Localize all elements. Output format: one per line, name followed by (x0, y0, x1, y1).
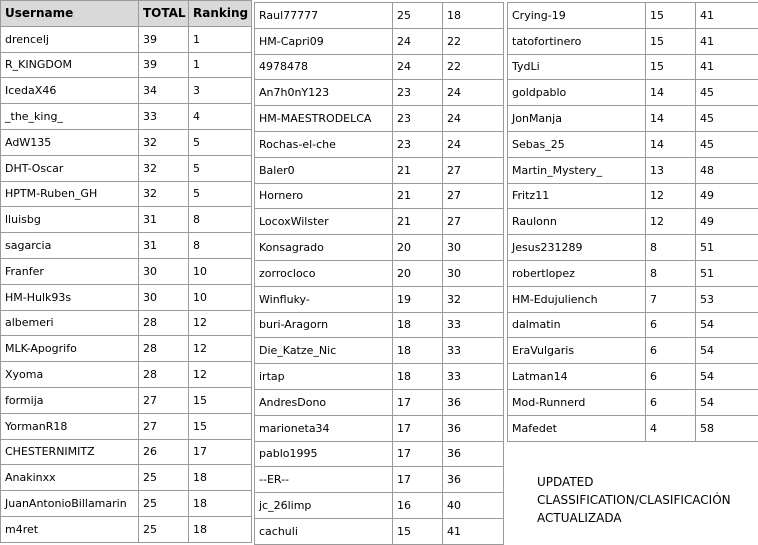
username-cell: MLK-Apogrifo (1, 336, 139, 362)
table-row (255, 28, 504, 54)
ranking-cell: 30 (443, 235, 504, 261)
total-cell: 30 (139, 258, 189, 284)
username-cell: Die_Katze_Nic (255, 338, 393, 364)
ranking-cell: 51 (696, 260, 758, 286)
table-row (255, 415, 504, 441)
ranking-cell: 53 (696, 286, 758, 312)
total-cell: 14 (646, 80, 696, 106)
ranking-cell: 4 (189, 104, 252, 130)
username-cell: Hornero (255, 183, 393, 209)
ranking-cell: 51 (696, 235, 758, 261)
table-row (1, 491, 252, 517)
username-cell: marioneta34 (255, 415, 393, 441)
username-cell: lluisbg (1, 207, 139, 233)
total-cell: 33 (139, 104, 189, 130)
table-row (255, 518, 504, 544)
total-cell: 12 (646, 209, 696, 235)
table-row (255, 80, 504, 106)
total-cell: 34 (139, 78, 189, 104)
ranking-cell: 1 (189, 26, 252, 52)
total-cell: 8 (646, 235, 696, 261)
username-cell: _the_king_ (1, 104, 139, 130)
ranking-cell: 5 (189, 181, 252, 207)
username-cell: AndresDono (255, 389, 393, 415)
total-cell: 24 (393, 28, 443, 54)
table-row (255, 260, 504, 286)
username-cell: Raul77777 (255, 3, 393, 29)
table-row (1, 129, 252, 155)
table-row (1, 155, 252, 181)
table-row (508, 28, 758, 54)
table-row (508, 389, 758, 415)
table-row (508, 157, 758, 183)
total-cell: 27 (139, 387, 189, 413)
ranking-cell: 41 (443, 518, 504, 544)
total-cell: 19 (393, 286, 443, 312)
total-cell: 32 (139, 155, 189, 181)
ranking-cell: 49 (696, 209, 758, 235)
username-cell: zorrocloco (255, 260, 393, 286)
ranking-cell: 10 (189, 258, 252, 284)
username-cell: cachuli (255, 518, 393, 544)
username-cell: irtap (255, 364, 393, 390)
ranking-cell: 54 (696, 389, 758, 415)
header-total: TOTAL (139, 1, 189, 27)
username-cell: Mafedet (508, 415, 646, 441)
ranking-cell: 22 (443, 28, 504, 54)
total-cell: 25 (139, 516, 189, 542)
username-cell: tatofortinero (508, 28, 646, 54)
username-cell: DHT-Oscar (1, 155, 139, 181)
username-cell: formija (1, 387, 139, 413)
table-row (255, 389, 504, 415)
total-cell: 17 (393, 415, 443, 441)
table-row (1, 516, 252, 542)
total-cell: 15 (646, 3, 696, 29)
table-row (255, 286, 504, 312)
total-cell: 7 (646, 286, 696, 312)
username-cell: Xyoma (1, 362, 139, 388)
total-cell: 39 (139, 52, 189, 78)
username-cell: JuanAntonioBillamarin (1, 491, 139, 517)
username-cell: CHESTERNIMITZ (1, 439, 139, 465)
note-line-1: UPDATED (537, 473, 752, 491)
ranking-cell: 45 (696, 131, 758, 157)
total-cell: 6 (646, 389, 696, 415)
table-row (1, 336, 252, 362)
username-cell: --ER-- (255, 467, 393, 493)
ranking-cell: 54 (696, 364, 758, 390)
ranking-cell: 36 (443, 415, 504, 441)
username-cell: albemeri (1, 310, 139, 336)
table-row (1, 26, 252, 52)
username-cell: Winfluky- (255, 286, 393, 312)
username-cell: Konsagrado (255, 235, 393, 261)
ranking-cell: 36 (443, 467, 504, 493)
username-cell: R_KINGDOM (1, 52, 139, 78)
username-cell: HM-Capri09 (255, 28, 393, 54)
username-cell: Baler0 (255, 157, 393, 183)
total-cell: 23 (393, 106, 443, 132)
username-cell: Crying-19 (508, 3, 646, 29)
ranking-cell: 5 (189, 129, 252, 155)
total-cell: 17 (393, 389, 443, 415)
ranking-table-2 (254, 2, 504, 545)
total-cell: 15 (646, 54, 696, 80)
total-cell: 27 (139, 413, 189, 439)
total-cell: 20 (393, 260, 443, 286)
table-row (508, 80, 758, 106)
username-cell: Latman14 (508, 364, 646, 390)
total-cell: 31 (139, 207, 189, 233)
table-row (1, 233, 252, 259)
ranking-cell: 36 (443, 389, 504, 415)
ranking-cell: 18 (189, 465, 252, 491)
table-row (1, 465, 252, 491)
ranking-table-3 (507, 2, 758, 442)
username-cell: robertlopez (508, 260, 646, 286)
table-row (508, 415, 758, 441)
total-cell: 15 (646, 28, 696, 54)
table-row (255, 106, 504, 132)
ranking-cell: 24 (443, 106, 504, 132)
username-cell: An7h0nY123 (255, 80, 393, 106)
ranking-cell: 12 (189, 362, 252, 388)
total-cell: 21 (393, 209, 443, 235)
total-cell: 18 (393, 338, 443, 364)
ranking-cell: 15 (189, 413, 252, 439)
username-cell: Mod-Runnerd (508, 389, 646, 415)
table-row (255, 131, 504, 157)
total-cell: 28 (139, 336, 189, 362)
table-row (1, 104, 252, 130)
total-cell: 31 (139, 233, 189, 259)
username-cell: EraVulgaris (508, 338, 646, 364)
table-row (255, 364, 504, 390)
total-cell: 6 (646, 338, 696, 364)
username-cell: HPTM-Ruben_GH (1, 181, 139, 207)
table-row (255, 467, 504, 493)
table-row (508, 131, 758, 157)
table-row (255, 235, 504, 261)
table-row (1, 439, 252, 465)
total-cell: 39 (139, 26, 189, 52)
total-cell: 6 (646, 312, 696, 338)
ranking-cell: 8 (189, 207, 252, 233)
table-row (508, 286, 758, 312)
ranking-cell: 41 (696, 3, 758, 29)
table-row (508, 3, 758, 29)
username-cell: IcedaX46 (1, 78, 139, 104)
ranking-cell: 30 (443, 260, 504, 286)
total-cell: 16 (393, 493, 443, 519)
ranking-cell: 45 (696, 80, 758, 106)
table-row (1, 284, 252, 310)
username-cell: sagarcia (1, 233, 139, 259)
ranking-cell: 48 (696, 157, 758, 183)
table-row (508, 235, 758, 261)
username-cell: Rochas-el-che (255, 131, 393, 157)
username-cell: HM-Hulk93s (1, 284, 139, 310)
total-cell: 25 (139, 465, 189, 491)
table-row (1, 181, 252, 207)
total-cell: 14 (646, 106, 696, 132)
username-cell: HM-Edujuliench (508, 286, 646, 312)
ranking-cell: 12 (189, 310, 252, 336)
ranking-cell: 1 (189, 52, 252, 78)
total-cell: 17 (393, 441, 443, 467)
table-row (255, 209, 504, 235)
table-row (508, 106, 758, 132)
table-row (508, 183, 758, 209)
username-cell: Raulonn (508, 209, 646, 235)
table-row (1, 52, 252, 78)
ranking-cell: 18 (189, 491, 252, 517)
table-row (508, 364, 758, 390)
table-row (255, 157, 504, 183)
ranking-cell: 58 (696, 415, 758, 441)
ranking-cell: 27 (443, 183, 504, 209)
total-cell: 23 (393, 131, 443, 157)
total-cell: 17 (393, 467, 443, 493)
total-cell: 23 (393, 80, 443, 106)
table-row (255, 312, 504, 338)
table-row (508, 260, 758, 286)
ranking-cell: 41 (696, 28, 758, 54)
ranking-cell: 17 (189, 439, 252, 465)
total-cell: 26 (139, 439, 189, 465)
note-line-3: ACTUALIZADA (537, 509, 752, 527)
ranking-cell: 12 (189, 336, 252, 362)
table-row (508, 338, 758, 364)
username-cell: HM-MAESTRODELCA (255, 106, 393, 132)
table-row (1, 78, 252, 104)
table-row (1, 413, 252, 439)
table-row (255, 441, 504, 467)
table-row (255, 183, 504, 209)
ranking-cell: 27 (443, 209, 504, 235)
ranking-cell: 36 (443, 441, 504, 467)
username-cell: Anakinxx (1, 465, 139, 491)
username-cell: jc_26limp (255, 493, 393, 519)
table-row (1, 207, 252, 233)
ranking-cell: 41 (696, 54, 758, 80)
ranking-cell: 40 (443, 493, 504, 519)
username-cell: LocoxWilster (255, 209, 393, 235)
total-cell: 8 (646, 260, 696, 286)
username-cell: Martin_Mystery_ (508, 157, 646, 183)
ranking-table-1 (0, 0, 252, 543)
username-cell: buri-Aragorn (255, 312, 393, 338)
ranking-cell: 33 (443, 338, 504, 364)
username-cell: TydLi (508, 54, 646, 80)
total-cell: 28 (139, 362, 189, 388)
username-cell: 4978478 (255, 54, 393, 80)
username-cell: drencelj (1, 26, 139, 52)
ranking-cell: 33 (443, 312, 504, 338)
header-row (1, 1, 252, 27)
username-cell: Fritz11 (508, 183, 646, 209)
ranking-cell: 24 (443, 80, 504, 106)
total-cell: 24 (393, 54, 443, 80)
table-row (1, 310, 252, 336)
username-cell: m4ret (1, 516, 139, 542)
total-cell: 32 (139, 129, 189, 155)
total-cell: 21 (393, 183, 443, 209)
username-cell: Sebas_25 (508, 131, 646, 157)
total-cell: 14 (646, 131, 696, 157)
header-ranking: Ranking (189, 1, 252, 27)
ranking-cell: 8 (189, 233, 252, 259)
ranking-cell: 18 (443, 3, 504, 29)
table-row (1, 362, 252, 388)
table-row (255, 54, 504, 80)
ranking-cell: 22 (443, 54, 504, 80)
ranking-cell: 32 (443, 286, 504, 312)
table-row (255, 493, 504, 519)
total-cell: 32 (139, 181, 189, 207)
total-cell: 25 (393, 3, 443, 29)
total-cell: 18 (393, 364, 443, 390)
ranking-cell: 45 (696, 106, 758, 132)
ranking-cell: 27 (443, 157, 504, 183)
ranking-cell: 15 (189, 387, 252, 413)
total-cell: 20 (393, 235, 443, 261)
table-row (508, 54, 758, 80)
total-cell: 15 (393, 518, 443, 544)
total-cell: 13 (646, 157, 696, 183)
total-cell: 25 (139, 491, 189, 517)
table-row (508, 209, 758, 235)
total-cell: 18 (393, 312, 443, 338)
username-cell: AdW135 (1, 129, 139, 155)
ranking-cell: 18 (189, 516, 252, 542)
table-row (255, 3, 504, 29)
total-cell: 4 (646, 415, 696, 441)
username-cell: Jesus231289 (508, 235, 646, 261)
ranking-cell: 33 (443, 364, 504, 390)
username-cell: dalmatin (508, 312, 646, 338)
total-cell: 12 (646, 183, 696, 209)
username-cell: goldpablo (508, 80, 646, 106)
total-cell: 21 (393, 157, 443, 183)
table-row (255, 338, 504, 364)
total-cell: 6 (646, 364, 696, 390)
header-username: Username (1, 1, 139, 27)
ranking-cell: 5 (189, 155, 252, 181)
total-cell: 28 (139, 310, 189, 336)
total-cell: 30 (139, 284, 189, 310)
table-row (508, 312, 758, 338)
table-row (1, 387, 252, 413)
username-cell: pablo1995 (255, 441, 393, 467)
username-cell: JonManja (508, 106, 646, 132)
note-line-2: CLASSIFICATION/CLASIFICACIÓN (537, 491, 752, 509)
username-cell: YormanR18 (1, 413, 139, 439)
username-cell: Franfer (1, 258, 139, 284)
ranking-cell: 54 (696, 338, 758, 364)
ranking-cell: 54 (696, 312, 758, 338)
ranking-cell: 3 (189, 78, 252, 104)
ranking-cell: 49 (696, 183, 758, 209)
ranking-cell: 24 (443, 131, 504, 157)
ranking-cell: 10 (189, 284, 252, 310)
table-row (1, 258, 252, 284)
updated-note (537, 473, 752, 527)
